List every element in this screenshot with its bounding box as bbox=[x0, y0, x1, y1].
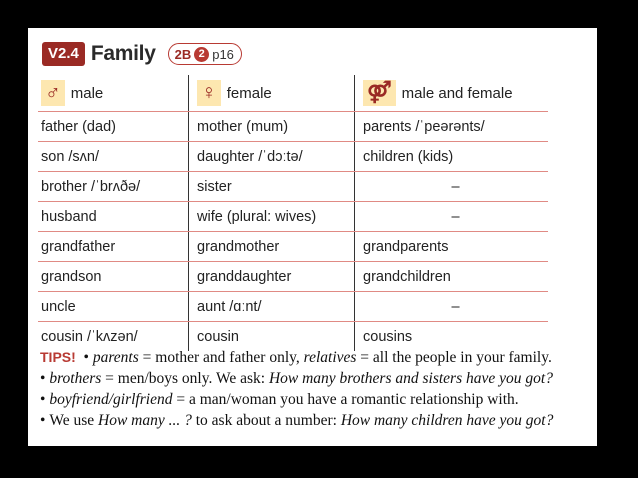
header-male-and-female bbox=[354, 75, 548, 111]
table-row bbox=[38, 172, 548, 202]
section-code: V2.4 bbox=[42, 42, 85, 66]
cell-male: brother /ˈbrʌðə/ bbox=[41, 178, 141, 195]
cell-female: aunt /ɑːnt/ bbox=[188, 292, 354, 321]
table-row bbox=[38, 202, 548, 232]
tip-line-2: • brothers = men/boys only. We ask: How many brothers and sisters have you got? bbox=[40, 370, 553, 387]
tip-example: How many children have you got? bbox=[340, 412, 554, 429]
family-table bbox=[38, 75, 548, 351]
tip-text: We use bbox=[49, 412, 98, 429]
tip-text: = a man/woman you have a romantic relationship with. bbox=[172, 391, 519, 408]
tip-line-3: • boyfriend/girlfriend = a man/woman you have a romantic relationship with. bbox=[40, 391, 519, 408]
table-row bbox=[38, 142, 548, 172]
cell-female: cousin bbox=[188, 322, 354, 351]
cell-male: uncle bbox=[41, 298, 76, 315]
tip-line-1: TIPS! • parents = mother and father only, relatives = all the people in your family. bbox=[40, 349, 552, 366]
tips-box bbox=[40, 347, 596, 431]
cell-male: husband bbox=[41, 208, 97, 225]
table-row bbox=[38, 262, 548, 292]
cell-female: sister bbox=[188, 172, 354, 201]
cell-male: grandfather bbox=[41, 238, 116, 255]
cell-both: cousins bbox=[354, 322, 548, 351]
cell-male: son /sʌn/ bbox=[41, 148, 100, 165]
tip-example: How many brothers and sisters have you got? bbox=[268, 370, 553, 387]
table-row bbox=[38, 232, 548, 262]
tip-term: How many ... ? bbox=[98, 412, 192, 429]
cell-both: – bbox=[354, 292, 548, 321]
section-title: Family bbox=[90, 42, 156, 65]
cell-both: – bbox=[354, 172, 548, 201]
cell-both: grandchildren bbox=[354, 262, 548, 291]
table-row bbox=[38, 292, 548, 322]
table-row bbox=[38, 112, 548, 142]
cell-male: grandson bbox=[41, 268, 102, 285]
ref-number-badge: 2 bbox=[194, 47, 209, 62]
ref-page: p16 bbox=[212, 46, 234, 62]
male-female-symbol-icon: ⚤ bbox=[363, 80, 396, 106]
cell-both: grandparents bbox=[354, 232, 548, 261]
cell-both: – bbox=[354, 202, 548, 231]
header-label: female bbox=[226, 84, 272, 102]
header-male bbox=[38, 75, 188, 111]
female-symbol-icon: ♀ bbox=[197, 80, 221, 106]
header-female bbox=[188, 75, 354, 111]
tip-line-4: • We use How many ... ? to ask about a number: How many children have you got? bbox=[40, 412, 554, 429]
tip-term: parents bbox=[92, 349, 139, 366]
ref-unit: 2B bbox=[174, 46, 192, 62]
cell-both: children (kids) bbox=[354, 142, 548, 171]
cell-male: father (dad) bbox=[41, 118, 116, 135]
tip-text: = all the people in your family. bbox=[356, 349, 552, 366]
cell-female: daughter /ˈdɔːtə/ bbox=[188, 142, 354, 171]
cell-female: wife (plural: wives) bbox=[188, 202, 354, 231]
cell-female: mother (mum) bbox=[188, 112, 354, 141]
tip-text: = men/boys only. We ask: bbox=[101, 370, 269, 387]
table-header-row bbox=[38, 75, 548, 112]
cell-male: cousin /ˈkʌzən/ bbox=[41, 328, 138, 345]
section-header bbox=[42, 40, 242, 68]
male-symbol-icon: ♂ bbox=[41, 80, 65, 106]
tip-term: relatives bbox=[303, 349, 357, 366]
page-reference bbox=[168, 43, 242, 65]
header-label: male and female bbox=[401, 84, 513, 102]
header-label: male bbox=[70, 84, 104, 102]
cell-female: granddaughter bbox=[188, 262, 354, 291]
tip-text: = mother and father only, bbox=[138, 349, 304, 366]
tip-term: brothers bbox=[49, 370, 102, 387]
tip-term: boyfriend/girlfriend bbox=[49, 391, 173, 408]
vocabulary-page bbox=[28, 28, 597, 446]
cell-female: grandmother bbox=[188, 232, 354, 261]
tips-label: TIPS! bbox=[40, 349, 76, 365]
cell-both: parents /ˈpeərənts/ bbox=[354, 112, 548, 141]
tip-text: to ask about a number: bbox=[191, 412, 341, 429]
